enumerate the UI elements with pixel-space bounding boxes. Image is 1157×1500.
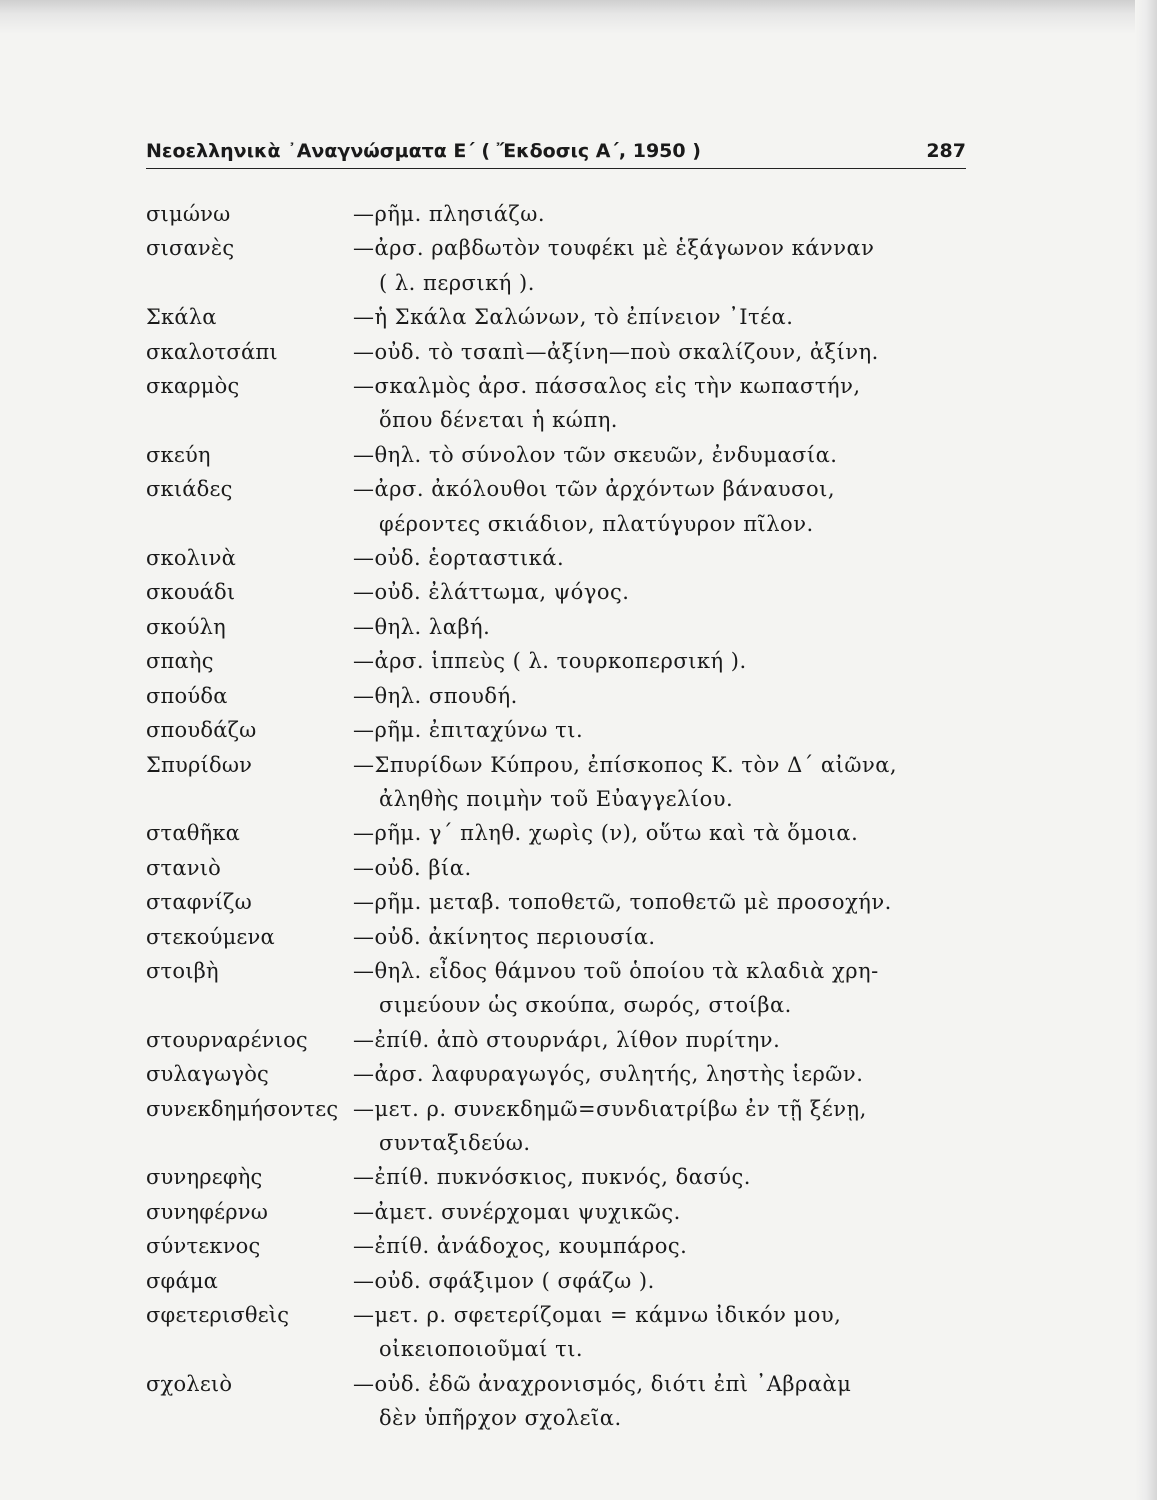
glossary-definition bbox=[353, 335, 966, 369]
glossary-term: συνεκδημήσοντες bbox=[146, 1096, 339, 1121]
glossary-term: σκαρμὸς bbox=[146, 374, 240, 399]
glossary-definition bbox=[353, 748, 966, 817]
definition-line: —μετ. ρ. σφετερίζομαι = κάμνω ἰδικόν μου, bbox=[353, 1303, 842, 1327]
glossary-entry bbox=[146, 1264, 966, 1298]
glossary-definition bbox=[353, 851, 966, 885]
glossary-list bbox=[146, 197, 966, 1436]
scan-edge-top bbox=[0, 0, 1157, 34]
glossary-entry bbox=[146, 300, 966, 334]
glossary-term: στοιβὴ bbox=[146, 958, 219, 983]
glossary-term: σταθῆκα bbox=[146, 821, 241, 846]
glossary-term: σκολινὰ bbox=[146, 546, 236, 571]
definition-line: —Σπυρίδων Κύπρου, ἐπίσκοπος Κ. τὸν Δ΄ αἰῶνα, bbox=[353, 752, 898, 777]
definition-line: —οὐδ. ἐδῶ ἀναχρονισμός, διότι ἐπὶ ᾿Αβραὰμ bbox=[353, 1371, 852, 1396]
glossary-definition bbox=[353, 713, 966, 747]
glossary-entry bbox=[146, 1298, 966, 1367]
glossary-definition bbox=[353, 885, 966, 919]
glossary-definition bbox=[353, 816, 966, 850]
glossary-term: σιμώνω bbox=[146, 202, 231, 226]
definition-line: —θηλ. σπουδή. bbox=[353, 683, 518, 708]
glossary-definition bbox=[353, 679, 966, 713]
glossary-entry bbox=[146, 1092, 966, 1161]
glossary-entry bbox=[146, 231, 966, 300]
glossary-term: συνηφέρνω bbox=[146, 1199, 269, 1224]
glossary-term: σκιάδες bbox=[146, 477, 233, 502]
definition-line: —θηλ. εἶδος θάμνου τοῦ ὁποίου τὰ κλαδιὰ χρη- bbox=[353, 958, 879, 983]
definition-line: —ρῆμ. πλησιάζω. bbox=[353, 202, 546, 226]
glossary-entry bbox=[146, 1023, 966, 1057]
definition-line: —οὐδ. βία. bbox=[353, 855, 472, 880]
glossary-term: στουρναρένιος bbox=[146, 1027, 308, 1052]
glossary-term: σύντεκνος bbox=[146, 1234, 261, 1259]
glossary-entry bbox=[146, 1057, 966, 1091]
glossary-term: στεκούμενα bbox=[146, 924, 275, 949]
page-number: 287 bbox=[926, 140, 966, 162]
glossary-entry bbox=[146, 644, 966, 678]
glossary-definition bbox=[353, 1160, 966, 1194]
glossary-entry bbox=[146, 472, 966, 541]
glossary-entry bbox=[146, 369, 966, 438]
definition-line: —οὐδ. σφάξιμον ( σφάζω ). bbox=[353, 1268, 655, 1293]
glossary-entry bbox=[146, 1367, 966, 1436]
header-title: Νεοελληνικὰ ᾿Αναγνώσματα Ε΄ ( Ἔκδοσις Α΄, 1950 ) bbox=[146, 140, 701, 162]
glossary-term: σκεύη bbox=[146, 442, 211, 467]
definition-line: —οὐδ. ἀκίνητος περιουσία. bbox=[353, 924, 656, 949]
glossary-term: Σπυρίδων bbox=[146, 752, 253, 777]
definition-line: —ἀρσ. ἀκόλουθοι τῶν ἀρχόντων βάναυσοι, bbox=[353, 477, 836, 502]
glossary-entry bbox=[146, 1229, 966, 1263]
glossary-definition bbox=[353, 1023, 966, 1057]
definition-line: ( λ. περσική ). bbox=[379, 270, 535, 295]
glossary-term: Σκάλα bbox=[146, 305, 217, 330]
glossary-term: συνηρεφὴς bbox=[146, 1165, 263, 1190]
definition-line: —ρῆμ. ἐπιταχύνω τι. bbox=[353, 718, 584, 743]
glossary-definition bbox=[353, 575, 966, 609]
definition-line: ἀληθὴς ποιμὴν τοῦ Εὐαγγελίου. bbox=[379, 786, 734, 811]
glossary-term: σπαὴς bbox=[146, 649, 214, 674]
glossary-entry bbox=[146, 713, 966, 747]
glossary-entry bbox=[146, 541, 966, 575]
glossary-entry bbox=[146, 954, 966, 1023]
glossary-entry bbox=[146, 438, 966, 472]
definition-line: —ἐπίθ. ἀνάδοχος, κουμπάρος. bbox=[353, 1234, 688, 1259]
glossary-term: συλαγωγὸς bbox=[146, 1062, 270, 1087]
glossary-definition bbox=[353, 1092, 966, 1161]
glossary-definition bbox=[353, 541, 966, 575]
definition-line: —θηλ. τὸ σύνολον τῶν σκευῶν, ἐνδυμασία. bbox=[353, 442, 838, 467]
glossary-definition bbox=[353, 1229, 966, 1263]
glossary-entry bbox=[146, 1195, 966, 1229]
definition-line: οἰκειοποιοῦμαί τι. bbox=[379, 1337, 584, 1362]
definition-line: —ρῆμ. μεταβ. τοποθετῶ, τοποθετῶ μὲ προσοχήν. bbox=[353, 890, 892, 915]
definition-line: —ἀρσ. ἱππεὺς ( λ. τουρκοπερσική ). bbox=[353, 649, 747, 674]
definition-line: ὅπου δένεται ἡ κώπη. bbox=[379, 408, 618, 433]
glossary-entry bbox=[146, 335, 966, 369]
glossary-definition bbox=[353, 954, 966, 1023]
definition-line: —ἀρσ. λαφυραγωγός, συλητής, ληστὴς ἱερῶν. bbox=[353, 1062, 864, 1087]
definition-line: δὲν ὑπῆρχον σχολεῖα. bbox=[379, 1406, 622, 1431]
running-header bbox=[146, 140, 966, 169]
glossary-term: σπουδάζω bbox=[146, 718, 257, 743]
glossary-definition bbox=[353, 1195, 966, 1229]
glossary-definition bbox=[353, 920, 966, 954]
glossary-definition bbox=[353, 644, 966, 678]
scan-edge-right bbox=[1135, 0, 1157, 1500]
glossary-entry bbox=[146, 610, 966, 644]
definition-line: —ρῆμ. γ΄ πληθ. χωρὶς (ν), οὕτω καὶ τὰ ὅμοια. bbox=[353, 821, 859, 846]
glossary-term: σφάμα bbox=[146, 1268, 219, 1293]
glossary-definition bbox=[353, 610, 966, 644]
definition-line: —οὐδ. τὸ τσαπὶ—ἀξίνη—ποὺ σκαλίζουν, ἀξίνη. bbox=[353, 339, 879, 364]
glossary-entry bbox=[146, 575, 966, 609]
glossary-definition bbox=[353, 1298, 966, 1367]
glossary-term: σπούδα bbox=[146, 683, 228, 708]
glossary-term: στανιὸ bbox=[146, 855, 221, 880]
glossary-term: σφετερισθεὶς bbox=[146, 1303, 290, 1327]
glossary-term: σχολειὸ bbox=[146, 1371, 233, 1396]
definition-line: —θηλ. λαβή. bbox=[353, 614, 491, 639]
glossary-definition bbox=[353, 231, 966, 300]
glossary-entry bbox=[146, 920, 966, 954]
definition-line: —ἀρσ. ραβδωτὸν τουφέκι μὲ ἑξάγωνον κάνναν bbox=[353, 236, 875, 261]
glossary-definition bbox=[353, 300, 966, 334]
glossary-term: σταφνίζω bbox=[146, 890, 252, 915]
glossary-entry bbox=[146, 885, 966, 919]
glossary-entry bbox=[146, 1160, 966, 1194]
glossary-term: σκούλη bbox=[146, 614, 226, 639]
definition-line: —οὐδ. ἑορταστικά. bbox=[353, 546, 565, 571]
definition-line: συνταξιδεύω. bbox=[379, 1130, 531, 1155]
glossary-entry bbox=[146, 197, 966, 231]
glossary-definition bbox=[353, 1367, 966, 1436]
glossary-definition bbox=[353, 197, 966, 231]
definition-line: —μετ. ρ. συνεκδημῶ=συνδιατρίβω ἐν τῇ ξένῃ, bbox=[353, 1096, 867, 1121]
glossary-entry bbox=[146, 816, 966, 850]
glossary-entry bbox=[146, 679, 966, 713]
glossary-entry bbox=[146, 748, 966, 817]
glossary-definition bbox=[353, 438, 966, 472]
definition-line: φέροντες σκιάδιον, πλατύγυρον πῖλον. bbox=[379, 511, 814, 536]
glossary-definition bbox=[353, 1057, 966, 1091]
definition-line: —οὐδ. ἐλάττωμα, ψόγος. bbox=[353, 580, 630, 605]
page bbox=[146, 140, 966, 1436]
glossary-definition bbox=[353, 1264, 966, 1298]
glossary-definition bbox=[353, 472, 966, 541]
glossary-term: σκαλοτσάπι bbox=[146, 339, 278, 364]
definition-line: —ἐπίθ. ἀπὸ στουρνάρι, λίθον πυρίτην. bbox=[353, 1027, 781, 1052]
definition-line: —ἐπίθ. πυκνόσκιος, πυκνός, δασύς. bbox=[353, 1165, 751, 1190]
definition-line: —ἡ Σκάλα Σαλώνων, τὸ ἐπίνειον ᾿Ιτέα. bbox=[353, 305, 794, 330]
definition-line: σιμεύουν ὡς σκούπα, σωρός, στοίβα. bbox=[379, 993, 792, 1018]
glossary-entry bbox=[146, 851, 966, 885]
definition-line: —σκαλμὸς ἀρσ. πάσσαλος εἰς τὴν κωπαστήν, bbox=[353, 374, 861, 399]
glossary-term: σκουάδι bbox=[146, 580, 236, 605]
glossary-definition bbox=[353, 369, 966, 438]
glossary-term: σισανὲς bbox=[146, 236, 235, 261]
definition-line: —ἀμετ. συνέρχομαι ψυχικῶς. bbox=[353, 1199, 681, 1224]
